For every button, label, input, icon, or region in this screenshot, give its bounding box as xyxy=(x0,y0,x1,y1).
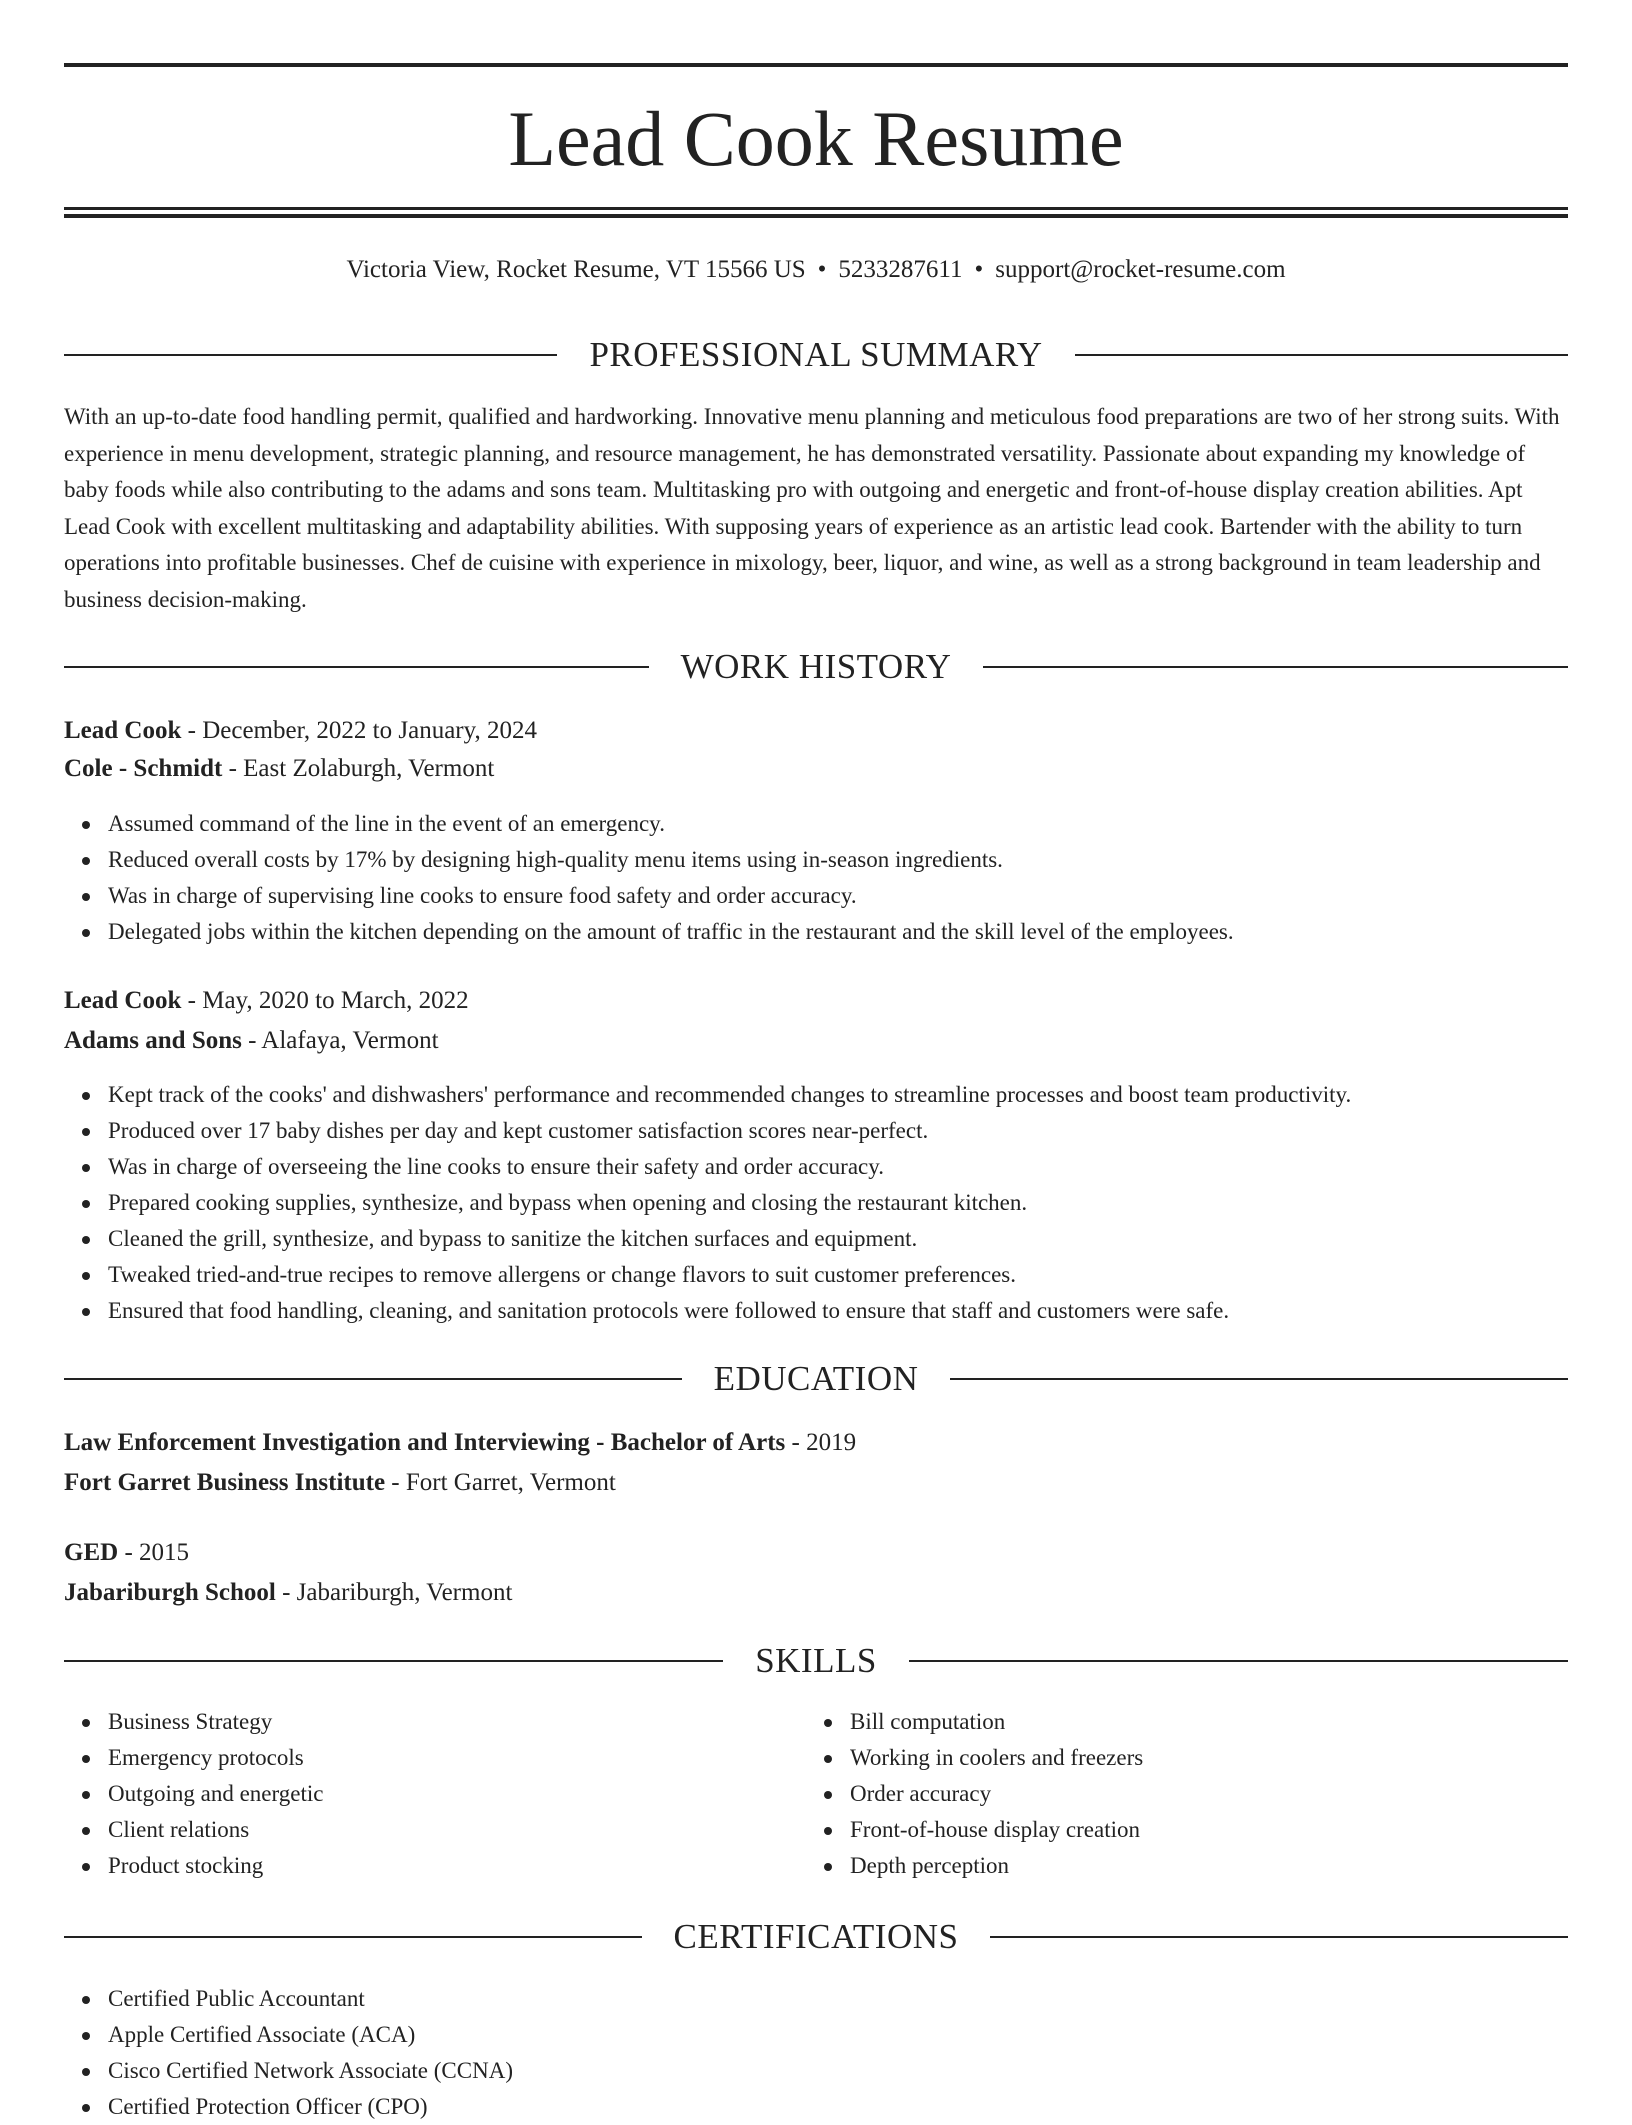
section-title: PROFESSIONAL SUMMARY xyxy=(589,335,1043,374)
list-item: Kept track of the cooks' and dishwashers' performance and recommended changes to streamline processes and boost team productivity. xyxy=(108,1077,1612,1113)
contact-separator: • xyxy=(817,256,827,283)
contact-phone: 5233287611 xyxy=(838,256,963,283)
certification-item: Cisco Certified Network Associate (CCNA) xyxy=(108,2053,1612,2089)
skill-item: Working in coolers and freezers xyxy=(850,1740,1632,1776)
job-dates: - May, 2020 to March, 2022 xyxy=(181,987,469,1014)
list-item: Was in charge of overseeing the line cooks to ensure their safety and order accuracy. xyxy=(108,1149,1612,1185)
divider xyxy=(64,666,649,668)
education-degree: Law Enforcement Investigation and Interviewing - Bachelor of Arts xyxy=(64,1429,786,1456)
divider xyxy=(1075,354,1568,356)
list-item: Reduced overall costs by 17% by designing high-quality menu items using in-season ingredients. xyxy=(108,842,1612,878)
list-item: Tweaked tried-and-true recipes to remove allergens or change flavors to suit customer preferences. xyxy=(108,1257,1612,1293)
education-school-line xyxy=(64,1465,1568,1501)
divider xyxy=(64,1660,723,1662)
job-title-line xyxy=(64,983,1568,1019)
education-location: - Jabariburgh, Vermont xyxy=(275,1579,513,1606)
skill-item: Product stocking xyxy=(108,1848,1612,1884)
list-item: Prepared cooking supplies, synthesize, and bypass when opening and closing the restaurant kitchen. xyxy=(108,1185,1612,1221)
certifications-list xyxy=(64,1981,1612,2125)
section-heading-skills xyxy=(64,1639,1568,1683)
education-school: Jabariburgh School xyxy=(64,1579,276,1606)
skill-item: Client relations xyxy=(108,1812,1612,1848)
divider xyxy=(983,666,1568,668)
job-bullets xyxy=(64,1077,1612,1329)
list-item: Delegated jobs within the kitchen depending on the amount of traffic in the restaurant and the skill level of the employees. xyxy=(108,914,1612,950)
section-heading-certifications xyxy=(64,1915,1568,1959)
job-title: Lead Cook xyxy=(64,717,182,744)
contact-separator: • xyxy=(974,256,984,283)
page-title: Lead Cook Resume xyxy=(508,95,1124,182)
education-degree-line xyxy=(64,1425,1568,1461)
contact-email: support@rocket-resume.com xyxy=(995,256,1286,283)
divider xyxy=(64,354,557,356)
skill-item: Order accuracy xyxy=(850,1776,1632,1812)
skills-list-right xyxy=(806,1704,1632,1884)
education-year: - 2015 xyxy=(118,1539,190,1566)
job-location: - East Zolaburgh, Vermont xyxy=(222,755,495,782)
certification-item: Certified Public Accountant xyxy=(108,1981,1612,2017)
list-item: Was in charge of supervising line cooks to ensure food safety and order accuracy. xyxy=(108,878,1612,914)
skill-item: Outgoing and energetic xyxy=(108,1776,1612,1812)
divider xyxy=(950,1378,1568,1380)
job-company: Adams and Sons xyxy=(64,1027,242,1054)
top-rule xyxy=(64,63,1568,67)
job-dates: - December, 2022 to January, 2024 xyxy=(181,717,537,744)
skill-item: Bill computation xyxy=(850,1704,1632,1740)
section-title: WORK HISTORY xyxy=(680,647,952,686)
divider xyxy=(64,1378,682,1380)
education-year: - 2019 xyxy=(785,1429,857,1456)
job-bullets xyxy=(64,806,1612,950)
list-item: Cleaned the grill, synthesize, and bypass to sanitize the kitchen surfaces and equipment. xyxy=(108,1221,1612,1257)
education-location: - Fort Garret, Vermont xyxy=(385,1469,616,1496)
skill-item: Business Strategy xyxy=(108,1704,1612,1740)
job-company-line xyxy=(64,1023,1568,1059)
list-item: Assumed command of the line in the event of an emergency. xyxy=(108,806,1612,842)
section-heading-summary xyxy=(64,333,1568,377)
summary-text: With an up-to-date food handling permit, qualified and hardworking. Innovative menu planning and meticulous food preparations are two of her strong suits. With experience in menu development, strategic planning, and resource management, he has demonstrated versatility. Passionate about expanding my knowledge of baby foods while also contributing to the adams and sons team. Multitasking pro with outgoing and energetic and front-of-house display creation abilities. Apt Lead Cook with excellent multitasking and adaptability abilities. With supposing years of experience as an artistic lead cook. Bartender with the ability to turn operations into profitable businesses. Chef de cuisine with experience in mixology, beer, liquor, and wine, as well as a strong background in team leadership and business decision-making. xyxy=(64,404,1560,612)
certification-item: Certified Protection Officer (CPO) xyxy=(108,2089,1612,2125)
divider xyxy=(64,1936,642,1938)
section-title: CERTIFICATIONS xyxy=(673,1917,959,1956)
divider xyxy=(909,1660,1568,1662)
section-heading-education xyxy=(64,1357,1568,1401)
double-rule xyxy=(64,207,1568,218)
certification-item: Apple Certified Associate (ACA) xyxy=(108,2017,1612,2053)
job-company-line xyxy=(64,751,1568,787)
job-location: - Alafaya, Vermont xyxy=(241,1027,439,1054)
education-degree-line xyxy=(64,1535,1568,1571)
section-title: SKILLS xyxy=(755,1641,877,1680)
education-degree: GED xyxy=(64,1539,119,1566)
section-heading-work-history xyxy=(64,645,1568,689)
job-company: Cole - Schmidt xyxy=(64,755,223,782)
job-title-line xyxy=(64,713,1568,749)
contact-line xyxy=(64,252,1568,288)
skill-item: Emergency protocols xyxy=(108,1740,1612,1776)
contact-address: Victoria View, Rocket Resume, VT 15566 US xyxy=(346,256,806,283)
job-title: Lead Cook xyxy=(64,987,182,1014)
divider xyxy=(990,1936,1568,1938)
education-school-line xyxy=(64,1575,1568,1611)
list-item: Ensured that food handling, cleaning, and sanitation protocols were followed to ensure that staff and customers were safe. xyxy=(108,1293,1612,1329)
section-title: EDUCATION xyxy=(713,1359,919,1398)
skill-item: Front-of-house display creation xyxy=(850,1812,1632,1848)
list-item: Produced over 17 baby dishes per day and kept customer satisfaction scores near-perfect. xyxy=(108,1113,1612,1149)
education-school: Fort Garret Business Institute xyxy=(64,1469,386,1496)
skill-item: Depth perception xyxy=(850,1848,1632,1884)
